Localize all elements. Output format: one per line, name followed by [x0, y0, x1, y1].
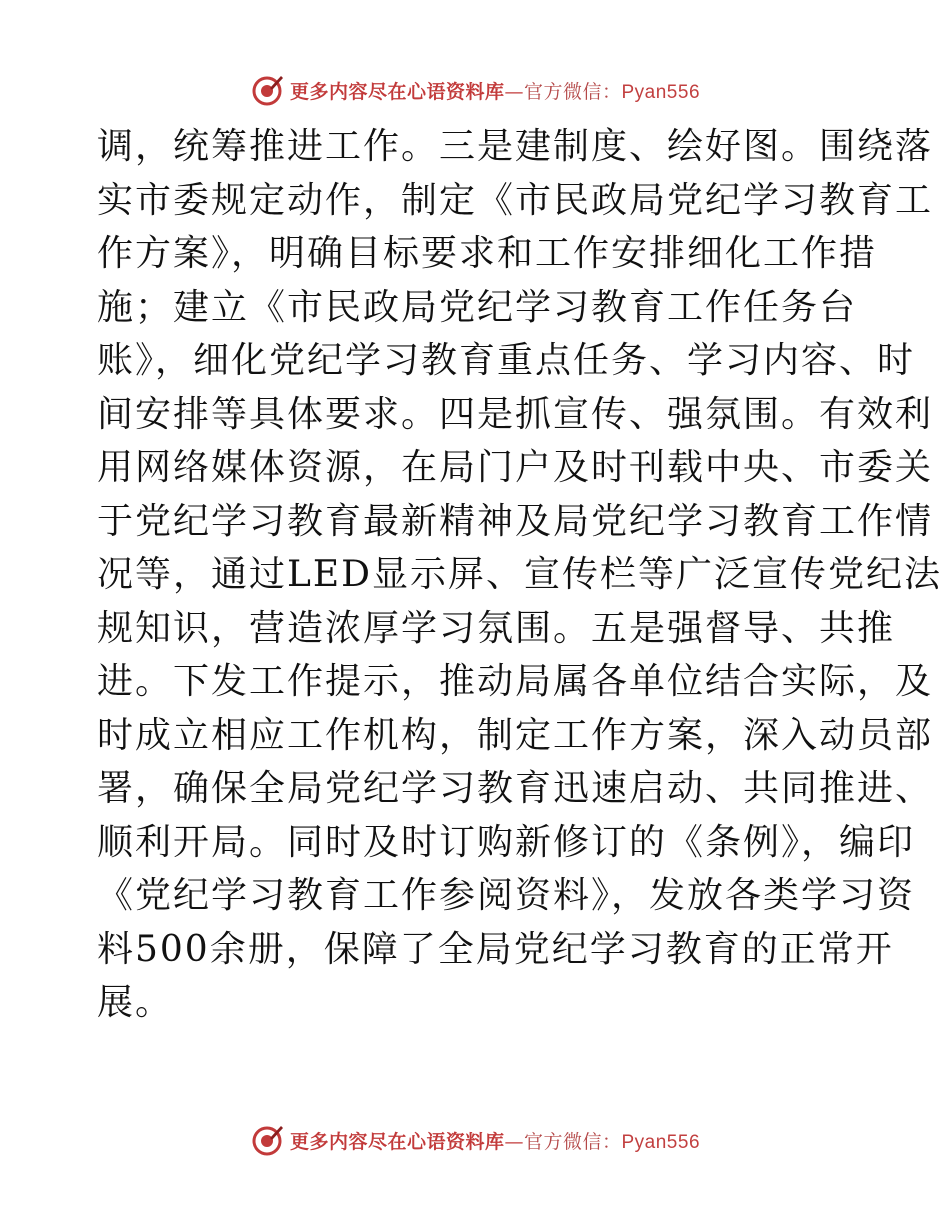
body-line: 《党纪学习教育工作参阅资料》，发放各类学习资 — [97, 875, 916, 916]
body-line: 顺利开局。同时及时订购新修订的《条例》，编印 — [97, 821, 916, 863]
body-line: 施；建立《市民政局党纪学习教育工作任务台 — [97, 286, 858, 328]
body-line: 用网络媒体资源，在局门户及时刊载中央、市委关 — [97, 447, 934, 488]
banner-wechat-id: Pyan556 — [621, 81, 701, 103]
body-line: 实市委规定动作，制定《市民政局党纪学习教育工 — [97, 179, 934, 221]
banner-separator: — — [504, 80, 524, 103]
banner-separator: — — [504, 1130, 524, 1153]
banner-wechat-id: Pyan556 — [621, 1131, 701, 1153]
body-line: 署，确保全局党纪学习教育迅速启动、共同推进、 — [97, 768, 934, 809]
header-banner — [0, 72, 950, 108]
banner-main-text: 更多内容尽在心语资料库 — [289, 80, 505, 103]
quill-pen-seal-icon — [250, 1123, 284, 1157]
banner-wechat-label: 官方微信： — [523, 1130, 622, 1153]
body-line: 时成立相应工作机构，制定工作方案，深入动员部 — [97, 714, 934, 756]
header-banner-text — [290, 77, 700, 104]
body-line: 进。下发工作提示，推动局属各单位结合实际，及 — [97, 661, 934, 702]
body-line: 况等，通过LED显示屏、宣传栏等广泛宣传党纪法 — [97, 554, 943, 595]
body-line: 展。 — [97, 982, 174, 1023]
body-line: 作方案》，明确目标要求和工作安排细化工作措 — [97, 233, 878, 274]
footer-banner — [0, 1122, 950, 1158]
body-line: 间安排等具体要求。四是抓宣传、强氛围。有效利 — [97, 393, 934, 435]
body-line: 于党纪学习教育最新精神及局党纪学习教育工作情 — [97, 500, 934, 542]
banner-wechat-label: 官方微信： — [523, 80, 622, 103]
document-body — [97, 120, 943, 1030]
footer-banner-text — [290, 1127, 700, 1154]
banner-main-text: 更多内容尽在心语资料库 — [289, 1130, 505, 1153]
body-line: 账》，细化党纪学习教育重点任务、学习内容、时 — [97, 340, 916, 381]
body-line: 料500余册，保障了全局党纪学习教育的正常开 — [97, 928, 894, 970]
body-line: 调，统筹推进工作。三是建制度、绘好图。围绕落 — [97, 126, 934, 167]
body-line: 规知识，营造浓厚学习氛围。五是强督导、共推 — [97, 607, 896, 649]
quill-pen-seal-icon — [250, 73, 284, 107]
